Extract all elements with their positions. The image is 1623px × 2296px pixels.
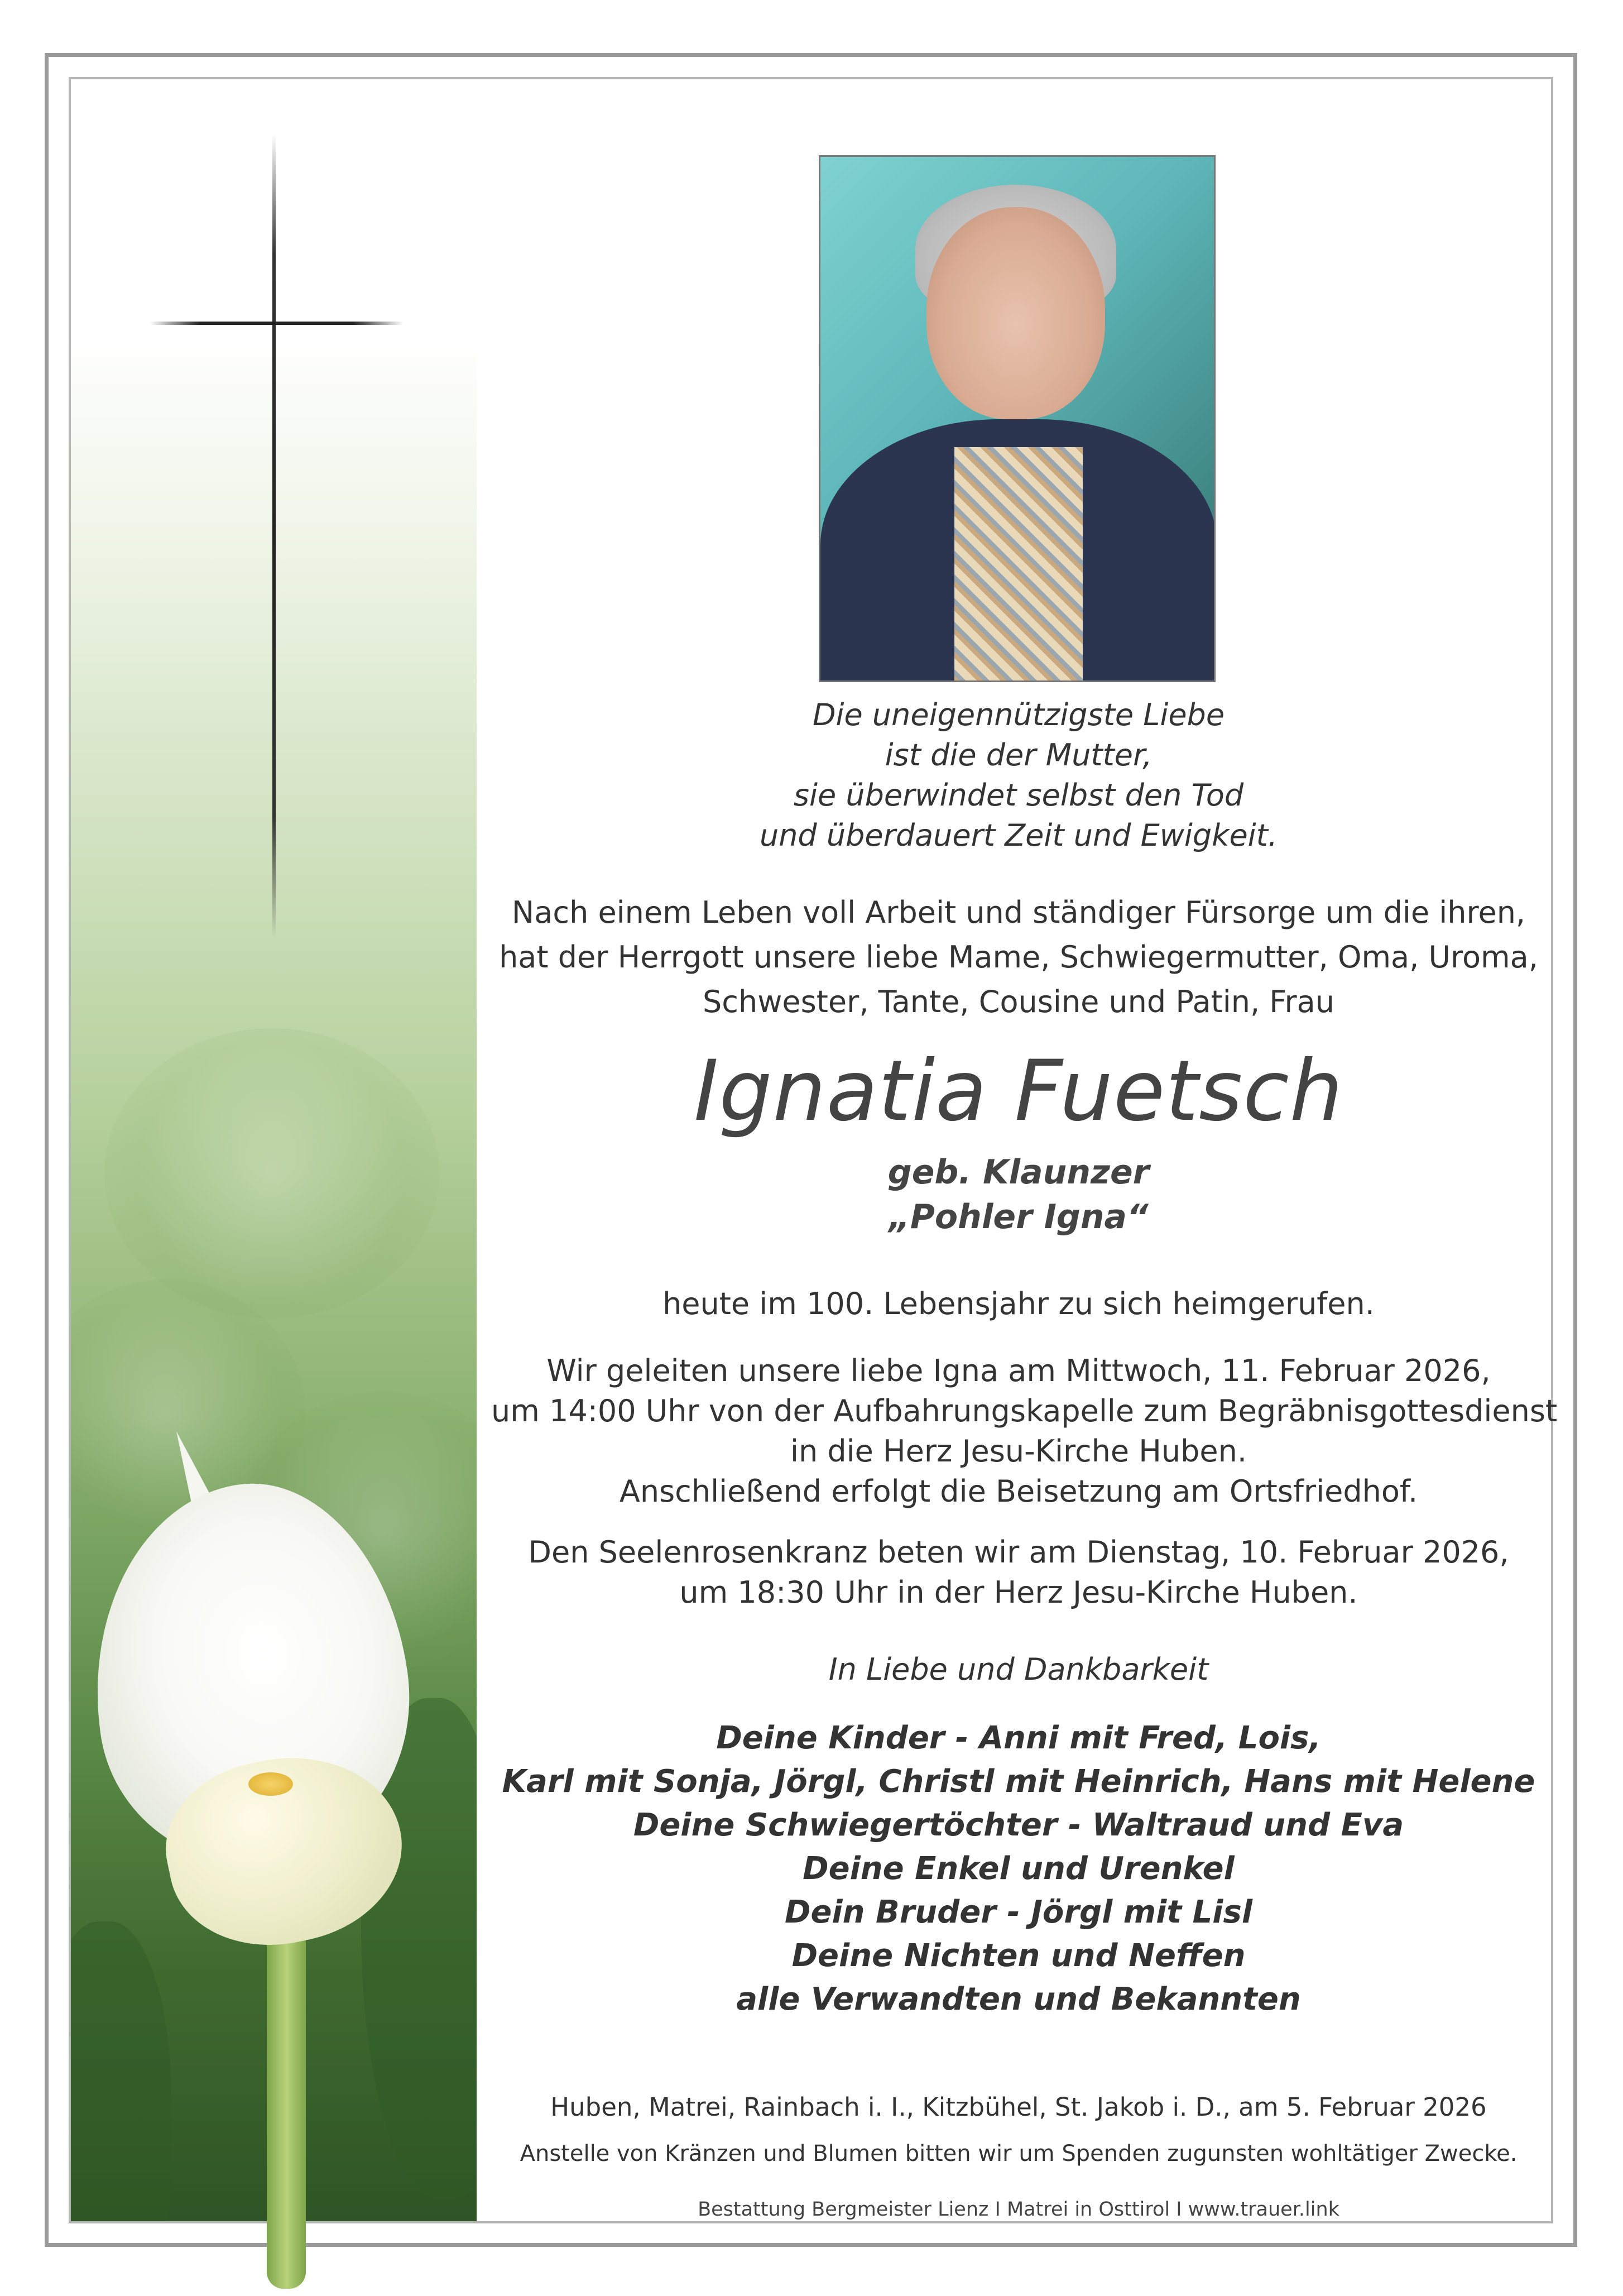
lily-spadix (248, 1772, 293, 1796)
cross-bar (150, 322, 404, 325)
mourners-list (491, 1717, 1546, 2021)
portrait-photo (819, 155, 1216, 682)
funeral-info (491, 1351, 1558, 1512)
quote-line: und überdauert Zeit und Ewigkeit. (759, 818, 1278, 853)
called-home-text: heute im 100. Lebensjahr zu sich heimgerufen. (662, 1286, 1375, 1321)
mourner-line: Deine Enkel und Urenkel (803, 1851, 1235, 1887)
quote-line: sie überwindet selbst den Tod (793, 778, 1244, 813)
funeral-line: Anschließend erfolgt die Beisetzung am Ortsfriedhof. (619, 1474, 1418, 1509)
donation-note: Anstelle von Kränzen und Blumen bitten wir um Spenden zugunsten wohltätiger Zwecke. (520, 2141, 1518, 2166)
rosary-line: Den Seelenrosenkranz beten wir am Dienstag, 10. Februar 2026, (528, 1535, 1509, 1570)
intro-line: hat der Herrgott unsere liebe Mame, Schwiegermutter, Oma, Uroma, (499, 940, 1538, 975)
place-date: Huben, Matrei, Rainbach i. I., Kitzbühel, St. Jakob i. D., am 5. Februar 2026 (550, 2092, 1487, 2122)
lily-stem (267, 1898, 306, 2289)
undertaker-footer: Bestattung Bergmeister Lienz I Matrei in Osttirol I www.trauer.link (698, 2198, 1339, 2221)
intro-text (491, 890, 1546, 1024)
birth-name: geb. Klaunzer (887, 1153, 1150, 1192)
funeral-line: in die Herz Jesu-Kirche Huben. (790, 1434, 1247, 1469)
quote (491, 695, 1546, 856)
funeral-line: Wir geleiten unsere liebe Igna am Mittwoch, 11. Februar 2026, (546, 1353, 1491, 1388)
rosary-info (491, 1532, 1546, 1613)
mourner-line: Deine Kinder - Anni mit Fred, Lois, (716, 1720, 1321, 1756)
mourner-line: Dein Bruder - Jörgl mit Lisl (784, 1894, 1253, 1930)
mourner-line: alle Verwandten und Bekannten (736, 1981, 1301, 2017)
cross-icon (272, 134, 276, 938)
quote-line: ist die der Mutter, (885, 737, 1153, 773)
mourner-line: Deine Schwiegertöchter - Waltraud und Eva (633, 1807, 1404, 1843)
nickname: „Pohler Igna“ (889, 1197, 1149, 1236)
funeral-line: um 14:00 Uhr von der Aufbahrungskapelle zum Begräbnisgottesdienst (491, 1393, 1558, 1429)
gratitude-line: In Liebe und Dankbarkeit (828, 1652, 1209, 1687)
mourner-line: Karl mit Sonja, Jörgl, Christl mit Heinrich, Hans mit Helene (502, 1763, 1535, 1800)
quote-line: Die uneigennützigste Liebe (812, 697, 1225, 732)
intro-line: Nach einem Leben voll Arbeit und ständiger Fürsorge um die ihren, (511, 895, 1526, 930)
rosary-line: um 18:30 Uhr in der Herz Jesu-Kirche Huben. (679, 1575, 1358, 1610)
mourner-line: Deine Nichten und Neffen (791, 1938, 1246, 1974)
deceased-name: Ignatia Fuetsch (694, 1043, 1343, 1140)
intro-line: Schwester, Tante, Cousine und Patin, Frau (703, 984, 1334, 1019)
